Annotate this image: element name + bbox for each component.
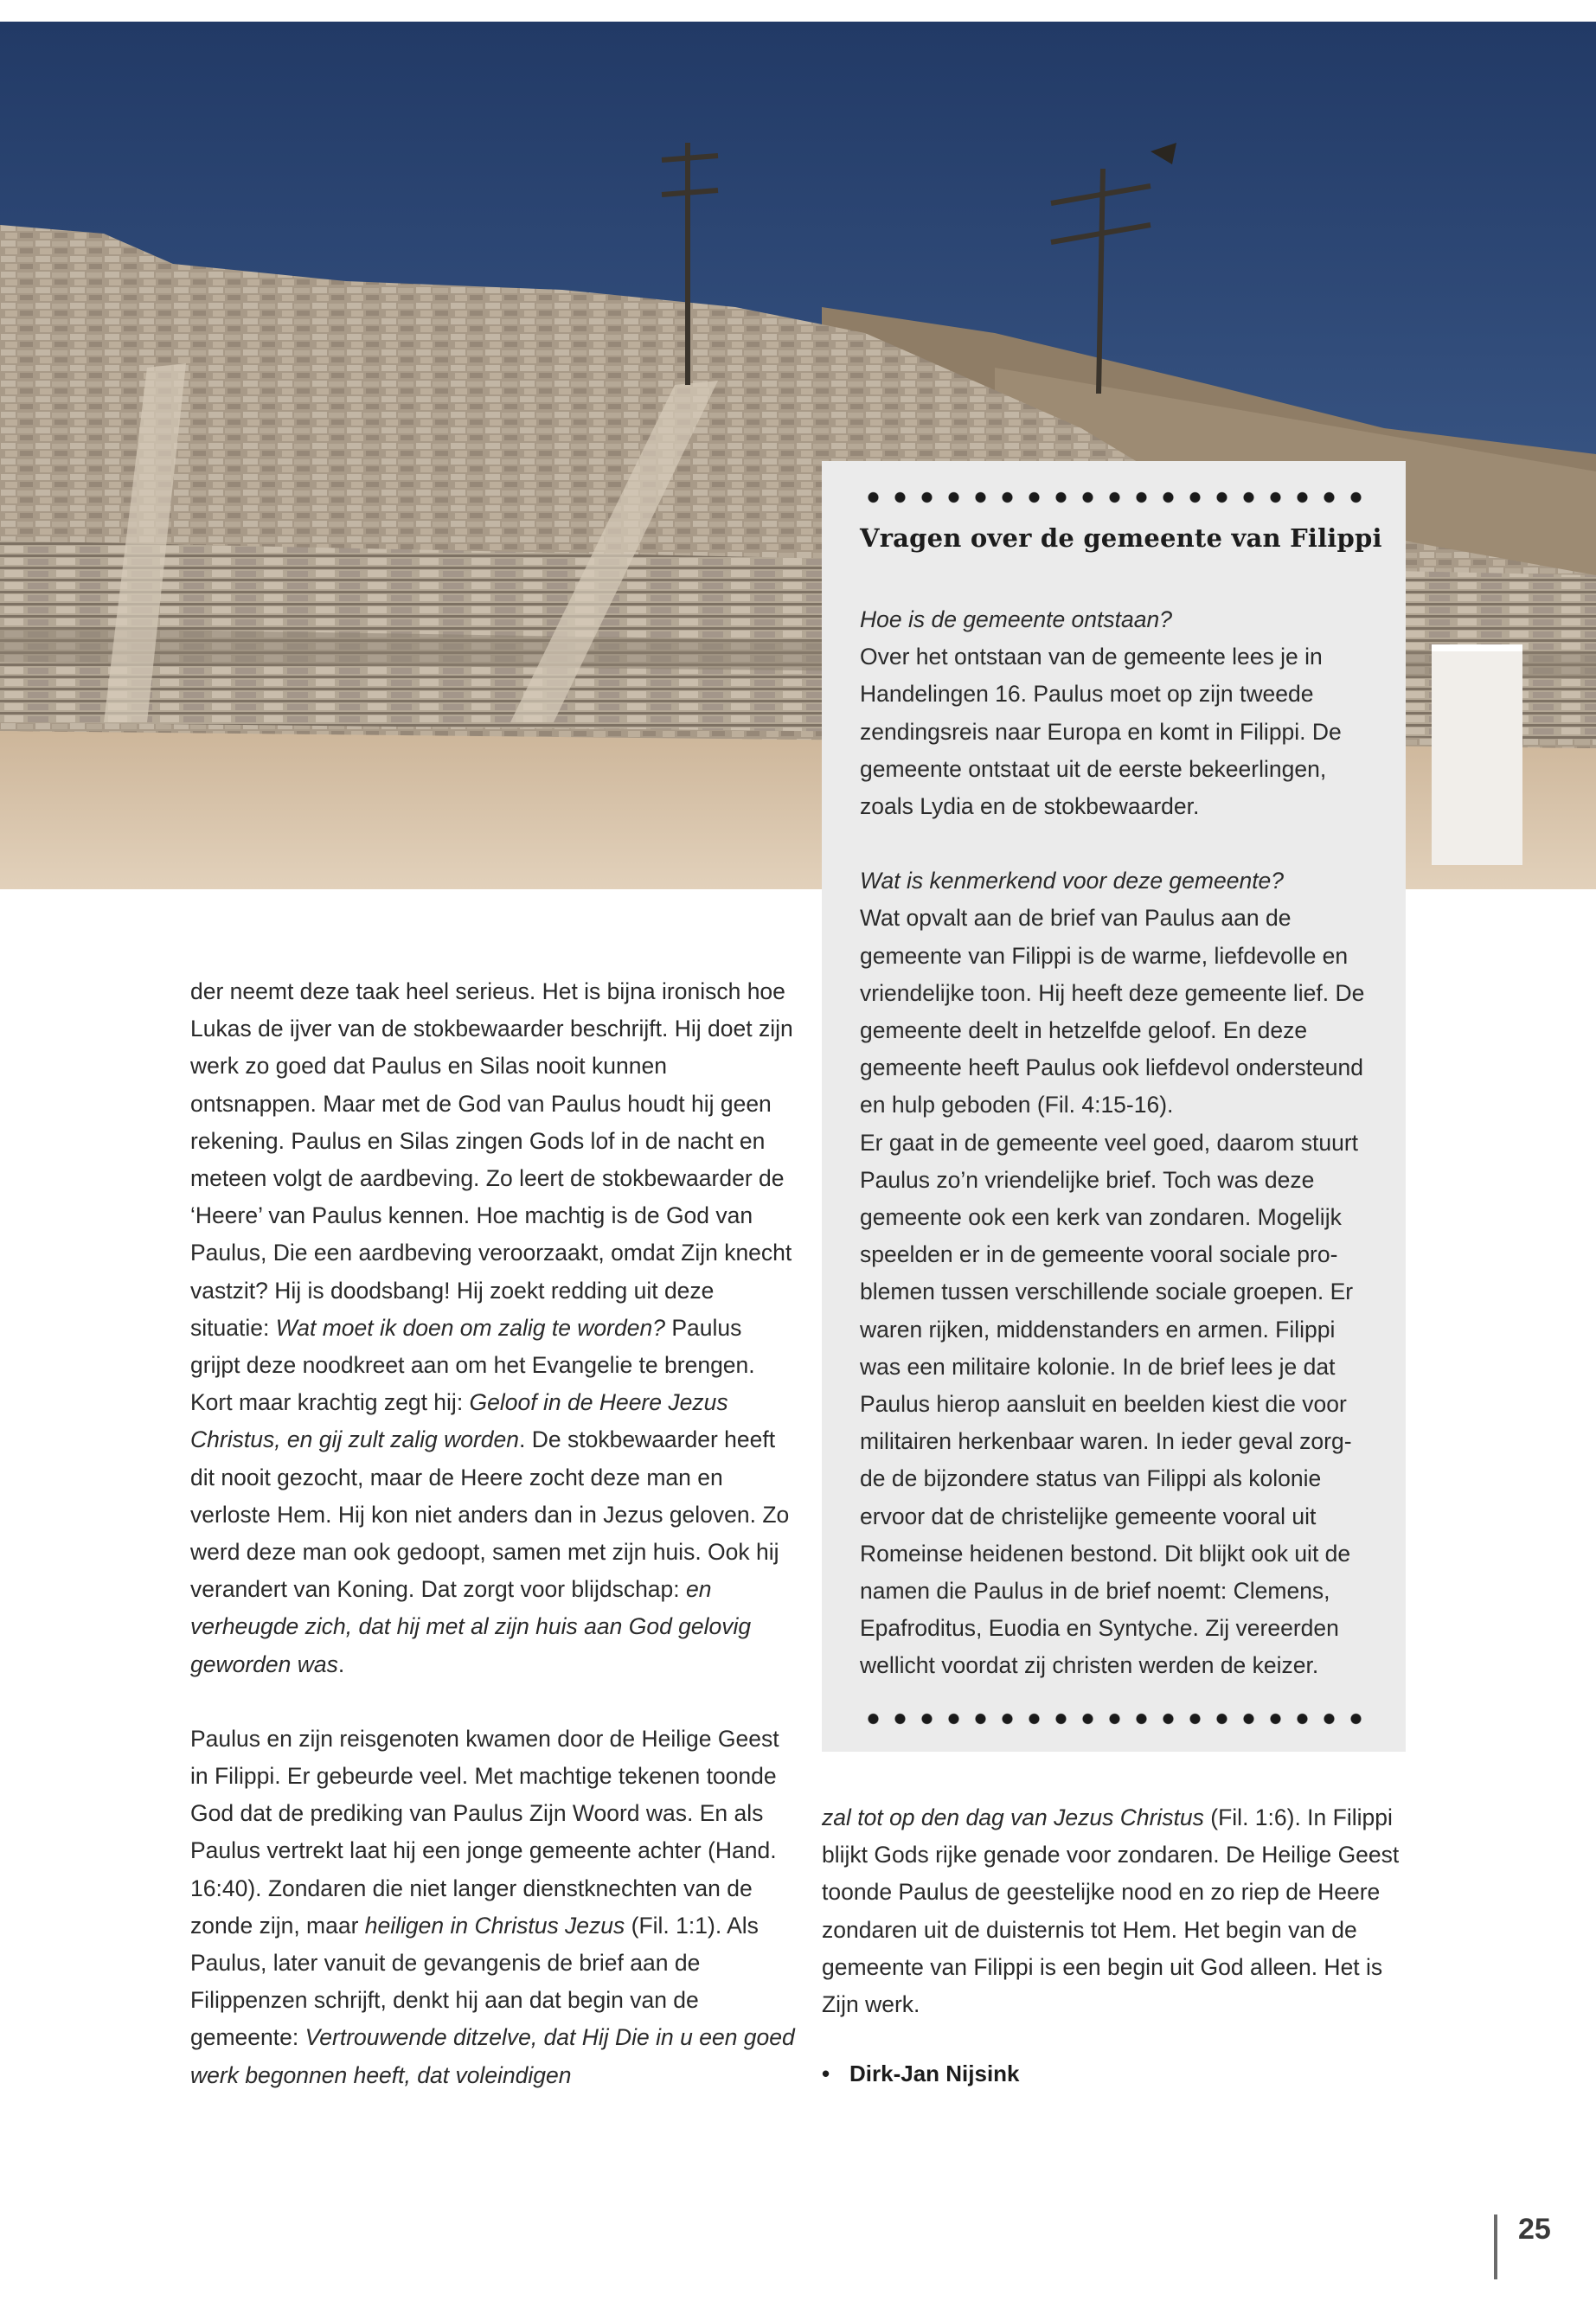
quote-run: zal tot op den dag van Jezus Christus (822, 1804, 1204, 1830)
text-run: . (337, 1650, 345, 1677)
sidebar-answer-2b: Er gaat in de gemeente veel goed, daarom stuurt Paulus zo’n vriendelijke brief. Toch was deze gemeente ook een kerk van zondaren. Mogelijk speelden er in de gemeente vooral sociale problemen tussen verschillende sociale groepen. Er waren rijken, middenstanders en armen. Filippi was een militaire kolonie. In de brief lees je dat Paulus hierop aansluit en beelden kiest die voor militairen herkenbaar waren. In ieder geval zorgde de bijzondere status van Filippi als kolonie ervoor dat de christelijke gemeente vooral uit Romeinse heidenen bestond. Dit blijkt ook uit de namen die Paulus in de brief noemt: Clemens, Epafroditus, Euodia en Syntyche. Zij vereerden wellicht voordat zij christen werden de keizer. (860, 1129, 1358, 1679)
quote-run: Vertrouwende ditzelve, dat Hij Die in u een goed werk begonnen heeft, dat voleindigen (190, 2024, 795, 2088)
sidebar-question-2: Wat is kenmerkend voor deze gemeente? (860, 868, 1285, 894)
sidebar-answer-1: Over het ontstaan van de gemeente lees je in Handelingen 16. Paulus moet op zijn tweede zendingsreis naar Europa en komt in Filippi. De gemeente ontstaat uit de eerste bekeerlingen, zoals Lydia en de stokbewaarder. (860, 644, 1342, 820)
sidebar-answer-2a: Wat opvalt aan de brief van Paulus aan de gemeente van Filippi is de warme, liefdevolle en vriendelijke toon. Hij heeft deze gemeente lief. De gemeente deelt in hetzelfde geloof. En deze gemeente heeft Paulus ook liefdevol ondersteund en hulp geboden (Fil. 4:15-16). (860, 905, 1365, 1118)
quote-run: heiligen in Christus Jezus (364, 1912, 625, 1939)
sidebar-questions-box (822, 461, 1406, 1752)
page-number: 25 (1518, 2213, 1551, 2246)
page-number-rule (1494, 2214, 1497, 2279)
quote-run: en verheugde zich, dat hij met al zijn huis aan God gelovig geworden was (190, 1576, 752, 1677)
text-run: der neemt deze taak heel serieus. Het is bijna ironisch hoe Lukas de ijver van de stokbewaarder beschrijft. Hij doet zijn werk zo goed dat Paulus en Silas nooit kunnen ontsnappen. Maar met de God van Paulus houdt hij geen rekening. Paulus en Silas zingen Gods lof in de nacht en meteen volgt de aardbeving. Zo leert de stokbewaarder de ‘Heere’ van Paulus kennen. Hoe machtig is de God van Paulus, Die een aardbeving veroorzaakt, omdat Zijn knecht vastzit? Hij is doodsbang! Hij zoekt redding uit deze situatie: (190, 978, 793, 1341)
text-run: Paulus en zijn reisgenoten kwamen door de Heilige Geest in Filippi. Er gebeurde veel. Met machtige tekenen toonde God dat de prediking van Paulus Zijn Woord was. En als Paulus vertrekt laat hij een jonge gemeente achter (Hand. 16:40). Zondaren die niet langer dienstknechten van de zonde zijn, maar (190, 1725, 779, 1939)
sidebar-heading: Vragen over de gemeente van Filippi (860, 523, 1382, 553)
dotted-divider-top (860, 490, 1369, 504)
left-column (190, 973, 796, 2094)
text-run: (Fil. 1:6). In Filippi blijkt Gods rijke genade voor zondaren. De Heilige Geest toonde Paulus de geestelijke nood en zo riep de Heere zondaren uit de duisternis tot Hem. Het begin van de gemeente van Filippi is een begin uit God alleen. Het is Zijn werk. (822, 1804, 1400, 2018)
text-run: (Fil. 1:1). Als Paulus, later vanuit de gevangenis de brief aan de Filippenzen schrijft, denkt hij aan dat begin van de gemeente: (190, 1912, 759, 2051)
dotted-divider-bottom (860, 1712, 1369, 1726)
quote-run: Wat moet ik doen om zalig te worden? (275, 1314, 665, 1341)
quote-run: Geloof in de Heere Jezus Christus, en gij zult zalig worden (190, 1389, 728, 1453)
left-paragraph-2 (190, 1721, 796, 2094)
author-byline (822, 2061, 1020, 2087)
sidebar-question-1: Hoe is de gemeente ontstaan? (860, 606, 1172, 632)
right-paragraph-1 (822, 1799, 1419, 2023)
bullet-icon: • (822, 2061, 830, 2086)
text-run: Paulus grijpt deze noodkreet aan om het Evangelie te brengen. Kort maar krachtig zegt hij: (190, 1314, 755, 1416)
sidebar-body (860, 601, 1368, 1685)
right-column (822, 1799, 1419, 2023)
text-run: . De stokbewaarder heeft dit nooit gezocht, maar de Heere zocht deze man en verloste Hem. Hij kon niet anders dan in Jezus geloven. Zo werd deze man ook gedoopt, samen met zijn huis. Ook hij verandert van Koning. Dat zorgt voor blijdschap: (190, 1426, 790, 1603)
left-paragraph-1 (190, 973, 796, 1683)
author-name: Dirk-Jan Nijsink (849, 2061, 1020, 2086)
